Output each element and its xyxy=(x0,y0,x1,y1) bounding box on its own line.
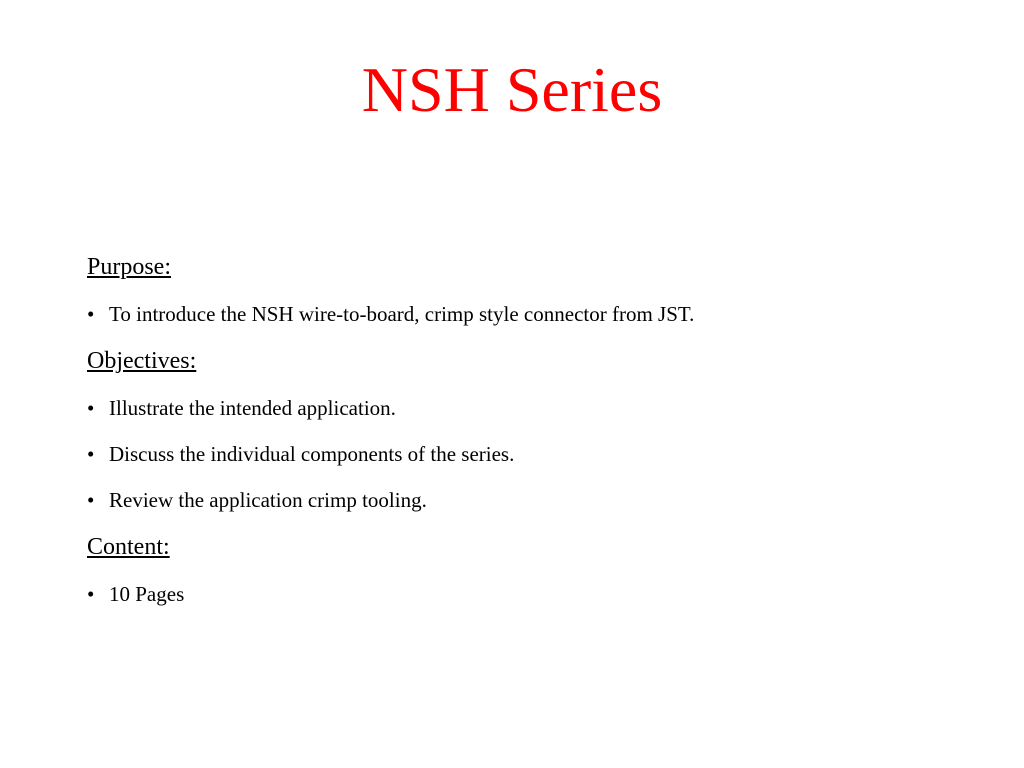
slide-body xyxy=(87,252,967,626)
section-heading: Content: xyxy=(87,534,170,560)
bullet-icon: • xyxy=(87,302,95,326)
bullet-text: Illustrate the intended application. xyxy=(109,396,396,420)
bullet-list xyxy=(87,580,967,608)
bullet-list xyxy=(87,394,967,514)
bullet-item xyxy=(87,440,967,468)
bullet-icon: • xyxy=(87,488,95,512)
bullet-text: Review the application crimp tooling. xyxy=(109,488,427,512)
section-heading: Objectives: xyxy=(87,348,197,374)
bullet-icon: • xyxy=(87,442,95,466)
section-objectives xyxy=(87,346,967,514)
bullet-text: To introduce the NSH wire-to-board, crimp style connector from JST. xyxy=(109,302,695,326)
bullet-text: 10 Pages xyxy=(109,582,185,606)
bullet-item xyxy=(87,394,967,422)
bullet-item xyxy=(87,486,967,514)
section-purpose xyxy=(87,252,967,328)
bullet-text: Discuss the individual components of the series. xyxy=(109,442,515,466)
bullet-icon: • xyxy=(87,582,95,606)
bullet-item xyxy=(87,580,967,608)
bullet-item xyxy=(87,300,967,328)
section-heading: Purpose: xyxy=(87,254,171,280)
bullet-list xyxy=(87,300,967,328)
section-content xyxy=(87,532,967,608)
bullet-icon: • xyxy=(87,396,95,420)
slide-title: NSH Series xyxy=(361,54,663,125)
